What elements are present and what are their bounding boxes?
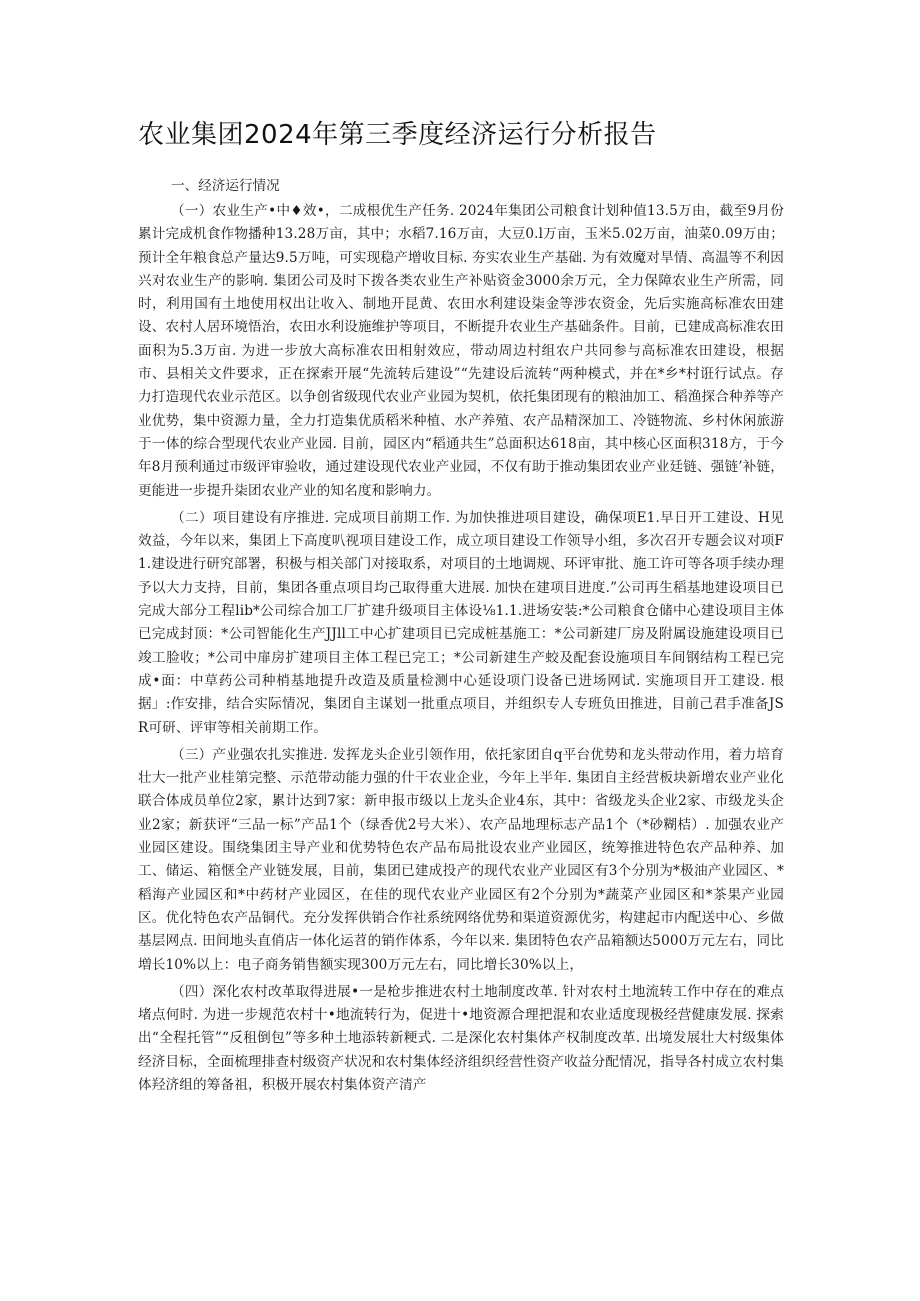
paragraph-agricultural-production: （一）农业生产•中♦效•，二成根优生产任务. 2024年集团公司粮食计划种值13.5万由，截至9月份累计完成机食作物播种13.28万亩，其中；水稻7.16万亩，大豆0.l万亩，玉米5.02万亩，油菜0.09万由；预计全年粮食总产量达9.5万吨，可实现稳产增收目标. 夯实农业生产基础. 为有效魔对旱情、高温等不利因兴对农业生产的影响. 集团公司及时下拨各类农业生产补贴资金3000余万元，全力保障农业生产所需，同时，利用国有土地使用权出让收入、制地开昆黄、农田水利建设柒金等涉农资金，先后实施高标准农田建设、农村人居环境悟治，农田水利设施维护等项目，不断提升农业生产基础条件。目前，已建成高标准农田面积为5.3万亩. 为进一步放大高标准农田相射效应，带动周边村组农户共同参与高标准农田建设，根据市、县相关文件要求，正在探索开展“先流转后建设”“先建设后流转“两种模式，并在*乡*村诳行试点。存力打造现代农业示范区。以争创省级现代农业产业园为契机，依托集团现有的粮油加工、稻渔探合种养等产业优势，集中资源力量，全力打造集优质稻米种植、水产养殖、农产品精深加工、冷链物流、乡村休闲旅游于一体的综合型现代农业产业园. 目前，园区内“稻通共生”总面积达618亩，其中核心区面积318方，于今年8月预利通过市级评审验收，通过建设现代农业产业园，不仅有助于推动集团农业产业廷链、强链’补链，更能进一步提升柒团农业产业的知名度和影响力。 bbox=[138, 203, 784, 499]
section-heading: 一、经济运行情况 bbox=[171, 178, 280, 194]
paragraph-industry-strengthening: （三）产业强农扎实推进. 发挥龙头企业引领作用，依托家团自q平台优势和龙头带动作用，着力培育壮大一批产业桂第完整、示范带动能力强的什干农业企业，今年上半年. 集团自主经营板块新增农业产业化联合体成员单位2家，累计达到7家：新申报市级以上龙头企业4东，其中：省级龙头企业2家、市级龙头企业2家；新获评“三品一标”产品1个（绿香优2号大米）、农产品地理标志产品1个（*砂糊桔）. 加强农业产业园区建设。围绕集团主导产业和优势特色农产品布局批设农业产业园区，统筹推进特色农产品种养、加工、储运、箱惬全产业链发展，目前，集团已建成投产的现代农业产业园区有3个分別为*极油产业园区、*稻海产业园区和*中药材产业园区，在佳的现代农业产业园区有2个分别为*蔬菜产业园区和*茶果产业园区。优化特色农产品铜代。充分发挥供销合作社系统网络优势和渠道资源优劣，构建起市内配送中心、乡做基层网点. 田间地头直俏店一体化运苕的销作体系，今年以来. 集团特色农产品箱额达5000万元左右，同比増长10%以上：电子商务销售额实现300万元左右，同比增长30%以上， bbox=[138, 746, 784, 973]
paragraph-project-construction: （二）项目建设有序推进. 完成项目前期工作. 为加快推进项目建设，确保项E1.早日开工建设、H见效益，今年以来，集团上下高度叭视项目建设工作，成立项目建设工作领导小组，多次召开专题会议对项F1.建设进行研究部署，积极与相关部门对接取系，对项目的土地调规、环评审批、施工许可等各项手续办理予以大力支持，目前，集团各重点项目均己取得重大进展. 加快在建项目进度.”公司再生稻基地建设项目已完成大部分工程lib*公司综合加工厂扩建升级项目主体设⅛1.1.进场安装:*公司粮食仓储中心建设项目主体已完成封顶：*公司智能化生产JJll工中心扩建项目已完成桩基施工：*公司新建厂房及附属设施建设项目已竣工脸收；*公司中扉房扩建项目主体工程已完工；*公司新建生产蛟及配套设施项目车间钢结构工程已完成•面：中草药公司种梢基地提升改造及质量检测中心延设项门设备已进场网试. 实施项目开工建设. 根据」:作安排，结合实际情况，集团自主谋划一批重点项目，并组织专人专班负田推进，目前己君手准备JSR可研、评审等相关前期工作。 bbox=[138, 509, 784, 736]
document-title: 农业集团2024年第三季度经济运行分析报告 bbox=[138, 120, 657, 150]
document-page bbox=[138, 118, 784, 1101]
paragraph-rural-reform: （四）深化农村改革取得进展•一是枪步推进农村土地制度改革. 针对农村土地流转工作中存在的难点堵点何时. 为进一步规范农村十•地流转行为，促进十•地资源合理把混和农业适度现极经营健康发展. 探索出“全程托管”“反租倒包”等多种土地添转新粳式. 二是深化农村集体产权制度改革. 出境发展壮大村级集体经济目标，全面梳理排查村级资产状况和农村集体经济组织经营性资产收益分配情况，指导各村成立农村集体羟济组的筹备祖，积极开展农村集体资产清产 bbox=[138, 983, 784, 1093]
